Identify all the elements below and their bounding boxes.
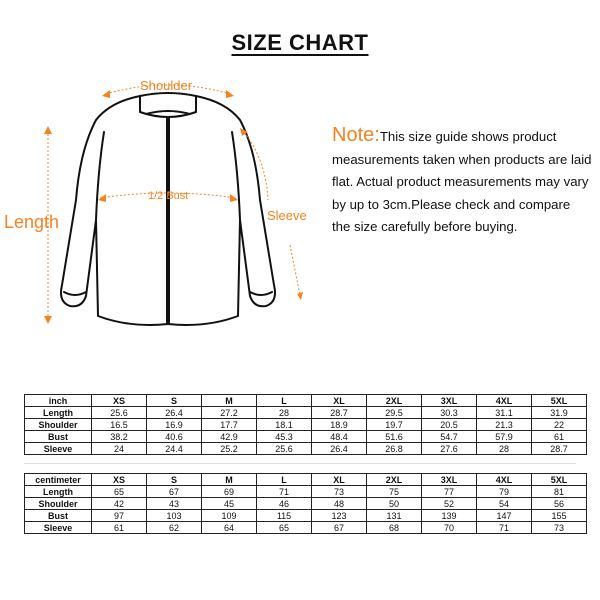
table-header-cell: inch xyxy=(25,395,92,407)
table-header-cell: 3XL xyxy=(422,474,477,486)
table-header-cell: 4XL xyxy=(477,395,532,407)
table-cell: 57.9 xyxy=(477,431,532,443)
length-label: Length xyxy=(4,212,60,232)
table-cell: 22 xyxy=(532,419,587,431)
table-header-cell: 3XL xyxy=(422,395,477,407)
table-cell: 31.9 xyxy=(532,407,587,419)
note-block xyxy=(332,124,592,239)
table-cell: 46 xyxy=(257,498,312,510)
table-cell: 38.2 xyxy=(92,431,147,443)
table-cell: 26.4 xyxy=(147,407,202,419)
table-cell: 25.2 xyxy=(202,443,257,455)
table-cell: 103 xyxy=(147,510,202,522)
table-row-label: Length xyxy=(25,486,92,498)
table-cell: 65 xyxy=(257,522,312,534)
table-cell: 42 xyxy=(92,498,147,510)
table-row xyxy=(25,510,587,522)
table-cell: 52 xyxy=(422,498,477,510)
table-cell: 62 xyxy=(147,522,202,534)
table-header-cell: M xyxy=(202,395,257,407)
table-header-cell: M xyxy=(202,474,257,486)
table-row-label: Shoulder xyxy=(25,498,92,510)
table-cell: 45.3 xyxy=(257,431,312,443)
table-header-cell: 5XL xyxy=(532,474,587,486)
page-title: SIZE CHART xyxy=(231,30,369,55)
centimeter-size-table xyxy=(24,473,587,534)
table-cell: 29.5 xyxy=(367,407,422,419)
table-header-cell: 5XL xyxy=(532,395,587,407)
table-row-label: Bust xyxy=(25,510,92,522)
table-header-cell: S xyxy=(147,395,202,407)
table-header-cell: 4XL xyxy=(477,474,532,486)
table-cell: 123 xyxy=(312,510,367,522)
table-header-cell: XL xyxy=(312,395,367,407)
table-row-label: Shoulder xyxy=(25,419,92,431)
table-row-label: Sleeve xyxy=(25,522,92,534)
table-cell: 40.6 xyxy=(147,431,202,443)
table-cell: 51.6 xyxy=(367,431,422,443)
table-cell: 109 xyxy=(202,510,257,522)
table-cell: 28 xyxy=(477,443,532,455)
table-header-cell: 2XL xyxy=(367,395,422,407)
table-cell: 25.6 xyxy=(257,443,312,455)
note-heading: Note: xyxy=(332,124,380,146)
table-cell: 65 xyxy=(92,486,147,498)
table-cell: 147 xyxy=(477,510,532,522)
table-cell: 115 xyxy=(257,510,312,522)
table-cell: 27.2 xyxy=(202,407,257,419)
table-header-cell: L xyxy=(257,395,312,407)
table-row-label: Sleeve xyxy=(25,443,92,455)
table-cell: 75 xyxy=(367,486,422,498)
table-cell: 18.9 xyxy=(312,419,367,431)
table-header-cell: XS xyxy=(92,474,147,486)
table-cell: 16.9 xyxy=(147,419,202,431)
table-cell: 18.1 xyxy=(257,419,312,431)
table-cell: 28 xyxy=(257,407,312,419)
table-cell: 64 xyxy=(202,522,257,534)
table-row xyxy=(25,419,587,431)
table-cell: 45 xyxy=(202,498,257,510)
table-cell: 71 xyxy=(477,522,532,534)
table-cell: 21.3 xyxy=(477,419,532,431)
table-cell: 19.7 xyxy=(367,419,422,431)
table-cell: 69 xyxy=(202,486,257,498)
table-header-cell: S xyxy=(147,474,202,486)
table-cell: 43 xyxy=(147,498,202,510)
table-row-label: Bust xyxy=(25,431,92,443)
table-cell: 67 xyxy=(312,522,367,534)
table-header-cell: centimeter xyxy=(25,474,92,486)
table-cell: 73 xyxy=(532,522,587,534)
table-header-cell: XL xyxy=(312,474,367,486)
table-cell: 54 xyxy=(477,498,532,510)
table-cell: 155 xyxy=(532,510,587,522)
table-cell: 26.8 xyxy=(367,443,422,455)
table-cell: 77 xyxy=(422,486,477,498)
table-cell: 56 xyxy=(532,498,587,510)
table-cell: 68 xyxy=(367,522,422,534)
jacket-diagram xyxy=(0,70,330,340)
table-cell: 61 xyxy=(532,431,587,443)
table-cell: 79 xyxy=(477,486,532,498)
bust-label: 1/2 Bust xyxy=(148,190,189,202)
table-cell: 61 xyxy=(92,522,147,534)
table-cell: 24.4 xyxy=(147,443,202,455)
table-divider xyxy=(24,463,576,464)
note-text: This size guide shows product measurements taken when products are laid flat. Actual product measurements may vary by up to 3cm.Please check and compare the size carefully before buying. xyxy=(332,129,592,234)
table-cell: 16.5 xyxy=(92,419,147,431)
table-cell: 67 xyxy=(147,486,202,498)
table-header-row xyxy=(25,474,587,486)
table-cell: 28.7 xyxy=(532,443,587,455)
table-cell: 27.6 xyxy=(422,443,477,455)
jacket-illustration xyxy=(0,70,330,340)
table-cell: 30.3 xyxy=(422,407,477,419)
table-cell: 42.9 xyxy=(202,431,257,443)
table-cell: 139 xyxy=(422,510,477,522)
table-cell: 70 xyxy=(422,522,477,534)
table-cell: 25.6 xyxy=(92,407,147,419)
table-cell: 50 xyxy=(367,498,422,510)
inch-size-table xyxy=(24,394,587,455)
table-cell: 17.7 xyxy=(202,419,257,431)
table-cell: 54.7 xyxy=(422,431,477,443)
table-cell: 48 xyxy=(312,498,367,510)
table-row xyxy=(25,486,587,498)
table-cell: 31.1 xyxy=(477,407,532,419)
table-cell: 24 xyxy=(92,443,147,455)
table-row xyxy=(25,443,587,455)
table-header-cell: 2XL xyxy=(367,474,422,486)
table-row xyxy=(25,407,587,419)
table-cell: 26.4 xyxy=(312,443,367,455)
table-header-cell: L xyxy=(257,474,312,486)
table-cell: 20.5 xyxy=(422,419,477,431)
table-row xyxy=(25,522,587,534)
table-header-row xyxy=(25,395,587,407)
shoulder-label: Shoulder xyxy=(140,78,193,93)
table-cell: 28.7 xyxy=(312,407,367,419)
table-row xyxy=(25,431,587,443)
table-cell: 48.4 xyxy=(312,431,367,443)
table-cell: 81 xyxy=(532,486,587,498)
table-cell: 97 xyxy=(92,510,147,522)
table-row xyxy=(25,498,587,510)
table-row-label: Length xyxy=(25,407,92,419)
sleeve-label: Sleeve xyxy=(267,208,307,223)
table-header-cell: XS xyxy=(92,395,147,407)
table-cell: 71 xyxy=(257,486,312,498)
table-cell: 73 xyxy=(312,486,367,498)
table-cell: 131 xyxy=(367,510,422,522)
